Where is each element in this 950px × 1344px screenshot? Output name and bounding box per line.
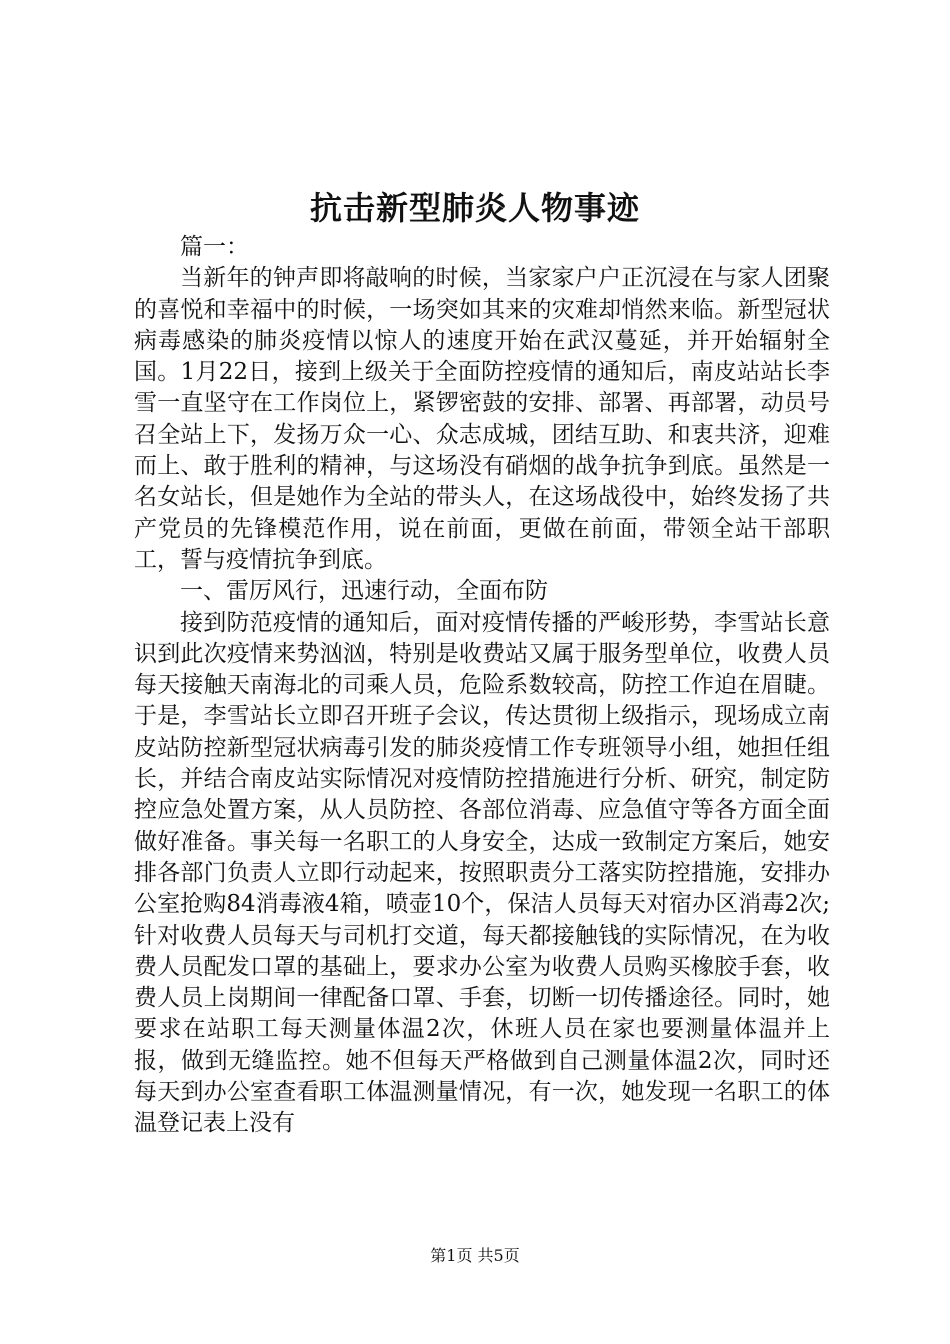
document-title: 抗击新型肺炎人物事迹 xyxy=(309,189,640,227)
body-paragraph: 当新年的钟声即将敲响的时候，当家家户户正沉浸在与家人团聚的喜悦和幸福中的时候，一场突如其来的灾难却悄然来临。新型冠状病毒感染的肺炎疫情以惊人的速度开始在武汉蔓延，并开始辐射全国。1月22日，接到上级关于全面防控疫情的通知后，南皮站站长李雪一直坚守在工作岗位上，紧锣密鼓的安排、部署、再部署，动员号召全站上下，发扬万众一心、众志成城，团结互助、和衷共济，迎难而上、敢于胜利的精神，与这场没有硝烟的战争抗争到底。虽然是一名女站长，但是她作为全站的带头人，在这场战役中，始终发扬了共产党员的先锋模范作用，说在前面，更做在前面，带领全站干部职工，誓与疫情抗争到底。 xyxy=(134,265,830,573)
body-paragraph: 接到防范疫情的通知后，面对疫情传播的严峻形势，李雪站长意识到此次疫情来势汹汹，特别是收费站又属于服务型单位，收费人员每天接触天南海北的司乘人员，危险系数较高，防控工作迫在眉睫。于是，李雪站长立即召开班子会议，传达贯彻上级指示，现场成立南皮站防控新型冠状病毒引发的肺炎疫情工作专班领导小组，她担任组长，并结合南皮站实际情况对疫情防控措施进行分析、研究，制定防控应急处置方案，从人员防控、各部位消毒、应急值守等各方面全面做好准备。事关每一名职工的人身安全，达成一致制定方案后，她安排各部门负责人立即行动起来，按照职责分工落实防控措施，安排办公室抢购84消毒液4箱，喷壶10个，保洁人员每天对宿办区消毒2次;针对收费人员每天与司机打交道，每天都接触钱的实际情况，在为收费人员配发口罩的基础上，要求办公室为收费人员购买橡胶手套，收费人员上岗期间一律配备口罩、手套，切断一切传播途径。同时，她要求在站职工每天测量体温2次，休班人员在家也要测量体温并上报，做到无缝监控。她不但每天严格做到自己测量体温2次，同时还每天到办公室查看职工体温测量情况，有一次，她发现一名职工的体温登记表上没有 xyxy=(134,609,830,1137)
section-heading: 一、雷厉风行，迅速行动，全面布防 xyxy=(180,578,548,605)
section-label: 篇一： xyxy=(180,234,249,260)
page-number-footer: 第1页 共5页 xyxy=(430,1246,520,1265)
document-body xyxy=(134,232,830,1140)
